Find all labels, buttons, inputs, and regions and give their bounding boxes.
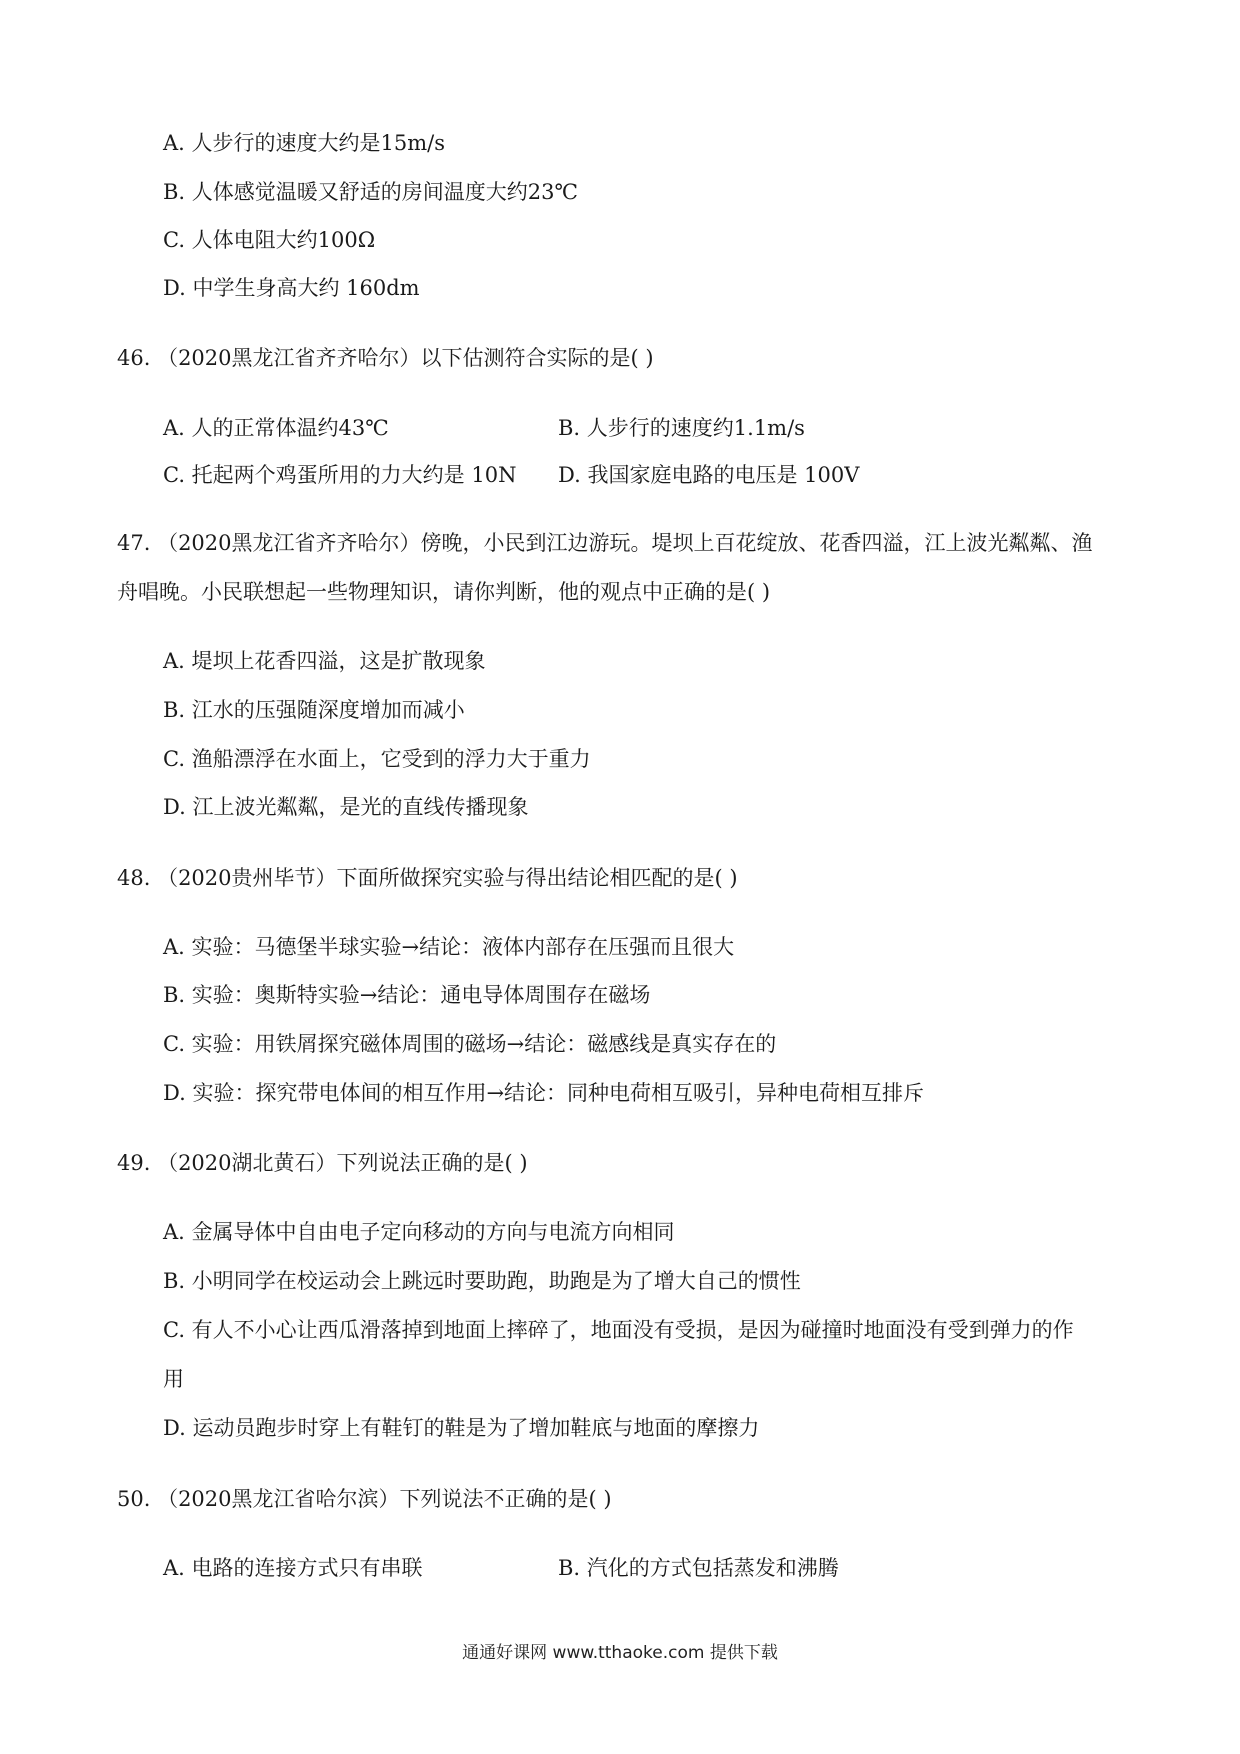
- q48-option-a: A. 实验：马德堡半球实验→结论：液体内部存在压强而且很大: [163, 935, 735, 959]
- q49-stem: 49. （2020湖北黄石）下列说法正确的是( ): [117, 1151, 528, 1175]
- q46-stem: 46. （2020黑龙江省齐齐哈尔）以下估测符合实际的是( ): [117, 346, 654, 370]
- q46-option-d: D. 我国家庭电路的电压是 100V: [558, 463, 860, 487]
- q47-option-c: C. 渔船漂浮在水面上，它受到的浮力大于重力: [163, 747, 591, 771]
- q47-option-d: D. 江上波光粼粼，是光的直线传播现象: [163, 795, 529, 819]
- q47-stem-line1: 47. （2020黑龙江省齐齐哈尔）傍晚，小民到江边游玩。堤坝上百花绽放、花香四溢，江上波光粼粼、渔: [117, 531, 1093, 555]
- q46-option-c: C. 托起两个鸡蛋所用的力大约是 10N: [163, 463, 517, 487]
- q49-option-b: B. 小明同学在校运动会上跳远时要助跑，助跑是为了增大自己的惯性: [163, 1269, 801, 1293]
- q50-stem: 50. （2020黑龙江省哈尔滨）下列说法不正确的是( ): [117, 1487, 612, 1511]
- q49-option-d: D. 运动员跑步时穿上有鞋钉的鞋是为了增加鞋底与地面的摩擦力: [163, 1416, 760, 1440]
- q48-option-d: D. 实验：探究带电体间的相互作用→结论：同种电荷相互吸引，异种电荷相互排斥: [163, 1081, 925, 1105]
- q46-option-a: A. 人的正常体温约43℃: [163, 416, 389, 440]
- q48-option-c: C. 实验：用铁屑探究磁体周围的磁场→结论：磁感线是真实存在的: [163, 1032, 777, 1056]
- q50-option-b: B. 汽化的方式包括蒸发和沸腾: [558, 1556, 839, 1580]
- q45-option-c: C. 人体电阻大约100Ω: [163, 228, 376, 252]
- page-footer: 通通好课网 www.tthaoke.com 提供下载: [462, 1643, 778, 1663]
- q47-option-a: A. 堤坝上花香四溢，这是扩散现象: [163, 649, 486, 673]
- q48-stem: 48. （2020贵州毕节）下面所做探究实验与得出结论相匹配的是( ): [117, 866, 738, 890]
- q45-option-d: D. 中学生身高大约 160dm: [163, 276, 420, 300]
- q49-option-c-continued: 用: [163, 1367, 184, 1391]
- q48-option-b: B. 实验：奥斯特实验→结论：通电导体周围存在磁场: [163, 983, 651, 1007]
- q45-option-a: A. 人步行的速度大约是15m/s: [163, 131, 446, 155]
- q47-stem-line2: 舟唱晚。小民联想起一些物理知识，请你判断，他的观点中正确的是( ): [117, 580, 771, 604]
- q45-option-b: B. 人体感觉温暖又舒适的房间温度大约23℃: [163, 180, 578, 204]
- q50-option-a: A. 电路的连接方式只有串联: [163, 1556, 423, 1580]
- q46-option-b: B. 人步行的速度约1.1m/s: [558, 416, 805, 440]
- q49-option-c: C. 有人不小心让西瓜滑落掉到地面上摔碎了，地面没有受损，是因为碰撞时地面没有受到弹力的作: [163, 1318, 1074, 1342]
- q49-option-a: A. 金属导体中自由电子定向移动的方向与电流方向相同: [163, 1220, 675, 1244]
- q47-option-b: B. 江水的压强随深度增加而减小: [163, 698, 465, 722]
